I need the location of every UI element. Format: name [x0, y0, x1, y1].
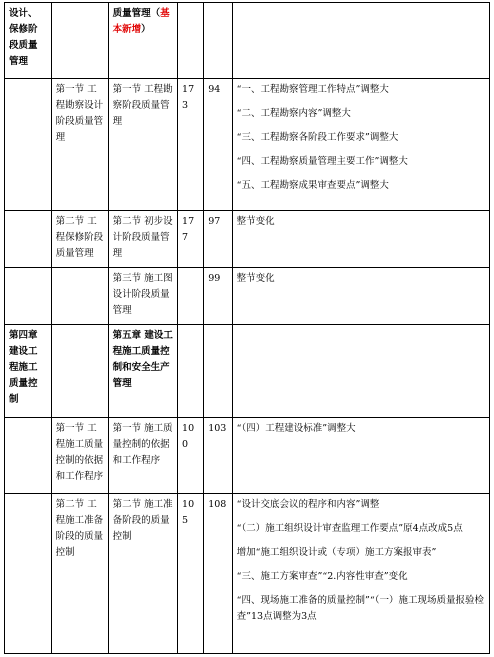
old-page-cell: 100 — [178, 418, 204, 494]
old-page-cell: 177 — [178, 211, 204, 268]
new-chapter-label-end: ） — [141, 24, 151, 35]
new-chapter-cell — [108, 3, 177, 79]
change-note: 整节变化 — [236, 216, 275, 227]
change-notes-cell — [232, 494, 489, 654]
old-chapter-cell — [5, 494, 52, 654]
table-row — [5, 494, 490, 654]
old-section-cell — [51, 268, 108, 325]
old-page-cell — [178, 268, 204, 325]
new-page-cell: 97 — [204, 211, 232, 268]
table-row — [5, 79, 490, 211]
change-note: “四、工程勘察质量管理主要工作”调整大 — [236, 156, 408, 167]
old-section-cell — [51, 325, 108, 418]
change-notes-cell — [232, 418, 489, 494]
new-page-cell — [204, 3, 232, 79]
change-notes-cell — [232, 211, 489, 268]
new-page-cell: 103 — [204, 418, 232, 494]
old-section-cell: 第二节 工程施工准备阶段的质量控制 — [51, 494, 108, 654]
old-chapter-cell — [5, 79, 52, 211]
table-row — [5, 211, 490, 268]
change-note: “（四）工程建设标准”调整大 — [236, 423, 356, 434]
change-note: “二、工程勘察内容”调整大 — [236, 108, 351, 119]
change-note: “五、工程勘察成果审查要点”调整大 — [236, 180, 389, 191]
table-row — [5, 3, 490, 79]
change-notes-cell — [232, 268, 489, 325]
old-page-cell — [178, 325, 204, 418]
old-page-cell — [178, 3, 204, 79]
table-row — [5, 325, 490, 418]
new-chapter-cell: 第五章 建设工程施工质量控制和安全生产管理 — [108, 325, 177, 418]
new-page-cell: 99 — [204, 268, 232, 325]
new-section-cell: 第三节 施工图设计阶段质量管理 — [108, 268, 177, 325]
change-notes-cell — [232, 79, 489, 211]
change-note: “三、施工方案审查”“2.内容性审查”变化 — [236, 571, 408, 582]
old-chapter-cell — [5, 268, 52, 325]
old-section-cell: 第一节 工程施工质量控制的依据和工作程序 — [51, 418, 108, 494]
new-page-cell — [204, 325, 232, 418]
old-page-cell: 173 — [178, 79, 204, 211]
old-chapter-cell: 设计、保修阶段质量管理 — [5, 3, 52, 79]
change-note: 整节变化 — [236, 273, 275, 284]
change-note: “设计交底会议的程序和内容”调整 — [236, 499, 380, 510]
old-section-cell — [51, 3, 108, 79]
old-chapter-cell — [5, 211, 52, 268]
new-section-cell: 第二节 初步设计阶段质量管理 — [108, 211, 177, 268]
new-addition-badge: 基本新增 — [112, 8, 170, 35]
new-section-cell: 第一节 工程勘察阶段质量管理 — [108, 79, 177, 211]
change-note: “四、现场施工准备的质量控制”“（一）施工现场质量报验检查”13点调整为3点 — [236, 595, 484, 622]
comparison-table — [4, 2, 490, 654]
old-chapter-cell — [5, 418, 52, 494]
change-note: “三、工程勘察各阶段工作要求”调整大 — [236, 132, 399, 143]
new-page-cell: 108 — [204, 494, 232, 654]
new-section-cell: 第一节 施工质量控制的依据和工作程序 — [108, 418, 177, 494]
new-chapter-label: 质量管理（ — [112, 8, 161, 19]
old-page-cell: 105 — [178, 494, 204, 654]
change-notes-cell — [232, 3, 489, 79]
old-chapter-cell: 第四章 建设工程施工质量控制 — [5, 325, 52, 418]
table-row — [5, 418, 490, 494]
new-page-cell: 94 — [204, 79, 232, 211]
table-row — [5, 268, 490, 325]
change-note: “一、工程勘察管理工作特点”调整大 — [236, 84, 389, 95]
change-notes-cell — [232, 325, 489, 418]
new-section-cell: 第二节 施工准备阶段的质量控制 — [108, 494, 177, 654]
old-section-cell: 第一节 工程勘察设计阶段质量管理 — [51, 79, 108, 211]
old-section-cell: 第二节 工程保修阶段质量管理 — [51, 211, 108, 268]
change-note: “（二）施工组织设计审查监理工作要点”原4点改成5点 — [236, 523, 463, 534]
change-note: 增加“施工组织设计或（专项）施工方案报审表” — [236, 547, 437, 558]
